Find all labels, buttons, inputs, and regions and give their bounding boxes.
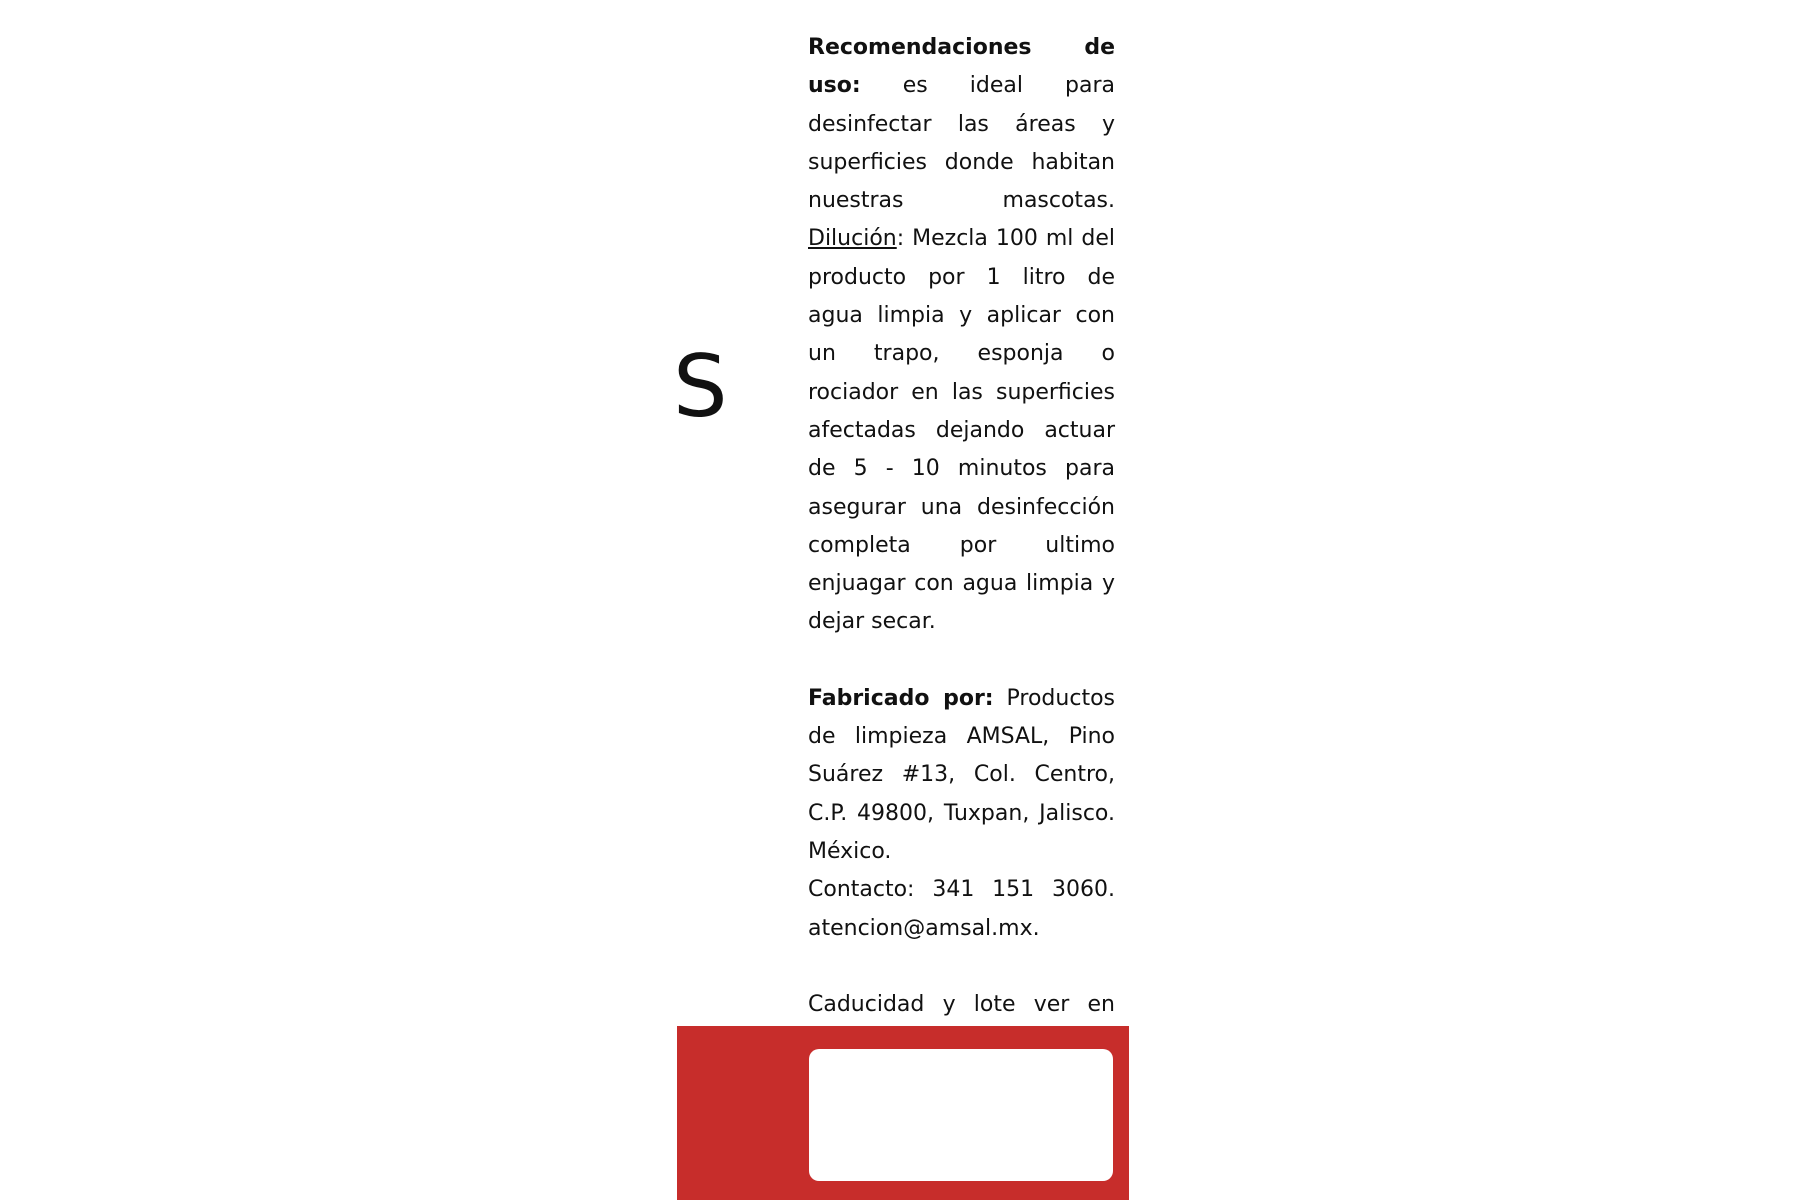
expiry-lot-paragraph: Caducidad y lote ver en [808, 991, 1115, 1017]
manufacturer-paragraph [808, 680, 1115, 871]
recommendations-text: es ideal para desinfectar las áreas y superficies donde habitan nuestras mascotas. [808, 73, 1115, 214]
white-label-panel [809, 1049, 1113, 1181]
contact-paragraph: Contacto: 341 151 3060. atencion@amsal.mx. [808, 877, 1115, 941]
manufacturer-address: Productos de limpieza AMSAL, Pino Suárez #13, Col. Centro, C.P. 49800, Tuxpan, Jalisco. México. [808, 685, 1115, 864]
dilution-label: Dilución [808, 226, 897, 252]
recommendations-heading: Recomendaciones de uso: [808, 35, 1115, 99]
dilution-instructions: : Mezcla 100 ml del producto por 1 litro de agua limpia y aplicar con un trapo, esponja o rociador en las superficies afectadas dejando actuar de 5 - 10 minutos para asegurar una desinfección completa por ultimo enjuagar con agua limpia y dejar secar. [808, 226, 1115, 635]
recommendations-paragraph [808, 29, 1115, 642]
manufacturer-heading: Fabricado por: [808, 685, 994, 711]
product-information-column [808, 29, 1115, 1062]
partial-title-letter: S [673, 337, 728, 437]
